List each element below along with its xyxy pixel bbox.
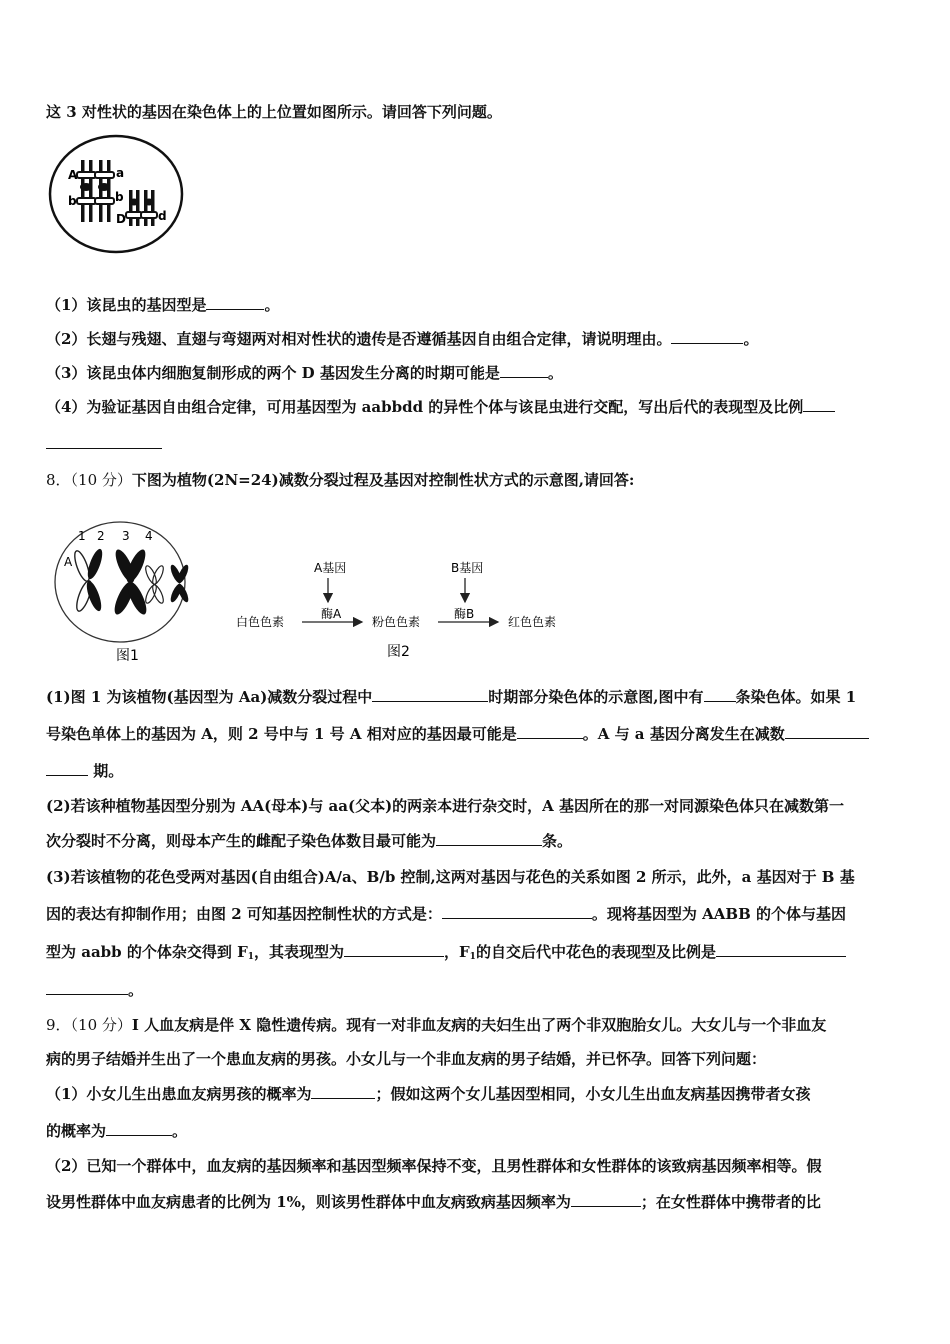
q8-part1-text-e: 。A 与 a 基因分离发生在减数 xyxy=(582,725,785,743)
fig2-enzyme-a: 酶A xyxy=(321,607,342,621)
q8-part3-text-c: 。现将基因型为 AABB 的个体与基因 xyxy=(591,905,846,923)
chromosome-pair-2 xyxy=(111,547,150,617)
q9-part2-text-c: ；在女性群体中携带者的比 xyxy=(640,1193,821,1211)
q9-part2-line1: （2）已知一个群体中，血友病的基因频率和基因型频率保持不变，且男性群体和女性群体的该致病基因频率相等。假 xyxy=(46,1157,822,1175)
fig2-gene-a: A基因 xyxy=(314,561,347,575)
q8-part2-text-c: 条。 xyxy=(542,832,573,850)
q8-part1-blank-gene[interactable] xyxy=(517,724,583,739)
fig1-number-4: 4 xyxy=(145,529,153,543)
q8-part3-line1: (3)若该植物的花色受两对基因(自由组合)A/a、B/b 控制,这两对基因与花色的关系如图 2 所示，此外，a 基因对于 B 基 xyxy=(46,868,855,886)
chromosome-pair-3 xyxy=(144,564,166,604)
q8-part1-blank-phase-a[interactable] xyxy=(785,724,869,739)
chromosome-figure xyxy=(46,132,186,256)
intro-text: 这 3 对性状的基因在染色体上的上位置如图所示。请回答下列问题。 xyxy=(46,103,502,121)
q7-part4-cont xyxy=(46,434,162,454)
q8-part3-sub-2: 1 xyxy=(469,952,476,962)
fig2-enzyme-b: 酶B xyxy=(454,607,475,621)
q8-part1-text-a: (1)图 1 为该植物(基因型为 Aa)减数分裂过程中 xyxy=(46,688,373,706)
q8-part1-line3 xyxy=(46,761,123,781)
q8-part3-text-d: 型为 aabb 的个体杂交得到 F xyxy=(46,943,248,961)
fig1-number-1: 1 xyxy=(78,529,86,543)
q9-part1-line1 xyxy=(46,1084,810,1104)
q9-part1-text-b: ；假如这两个女儿基因型相同，小女儿生出血友病基因携带者女孩 xyxy=(375,1085,811,1103)
q8-part1-line2 xyxy=(46,724,869,744)
chromosome-pair-1 xyxy=(72,547,105,612)
q9-part2-line2 xyxy=(46,1192,821,1212)
fig1-number-2: 2 xyxy=(97,529,105,543)
gene-label-a: a xyxy=(116,166,125,180)
q8-part3-text-h: 。 xyxy=(128,981,144,999)
q8-part3-text-b: 因的表达有抑制作用；由图 2 可知基因控制性状的方式是： xyxy=(46,905,442,923)
q7-part1-text: （1）该昆虫的基因型是 xyxy=(46,296,207,314)
q7-part4-blank-a[interactable] xyxy=(803,397,835,412)
q8-part3-blank-ratio-b[interactable] xyxy=(46,980,128,995)
q7-part1 xyxy=(46,295,279,315)
q8-part1-line1 xyxy=(46,687,856,707)
q7-part3-end: 。 xyxy=(547,364,563,382)
q9-line2: 病的男子结婚并生出了一个患血友病的男孩。小女儿与一个非血友病的男子结婚，并已怀孕。回答下列问题： xyxy=(46,1050,767,1068)
q8-title: 下图为植物(2N=24)减数分裂过程及基因对控制性状方式的示意图,请回答: xyxy=(131,471,635,489)
q8-part3-text-e: ，其表现型为 xyxy=(254,943,345,961)
chromosome-pair-4 xyxy=(169,563,191,603)
fig2-gene-b: B基因 xyxy=(451,561,484,575)
gene-label-D: D xyxy=(116,212,126,226)
figure-2-pathway xyxy=(232,556,572,664)
q8-part3-blank-mode[interactable] xyxy=(442,904,592,919)
gene-label-d: d xyxy=(158,209,167,223)
q8-part1-blank-phase-b[interactable] xyxy=(46,761,88,776)
q8-number: 8．（10 分） xyxy=(46,471,132,489)
q7-part3-blank[interactable] xyxy=(500,363,548,378)
q9-part1-line2 xyxy=(46,1121,187,1141)
q9-number: 9．（10 分） xyxy=(46,1016,132,1034)
q8-part1-blank-count[interactable] xyxy=(704,687,736,702)
q9-part1-blank-a[interactable] xyxy=(311,1084,375,1099)
q8-part2-blank[interactable] xyxy=(436,831,542,846)
q7-part4-blank-b[interactable] xyxy=(46,434,162,449)
q8-part2-text-b: 次分裂时不分离，则母本产生的雌配子染色体数目最可能为 xyxy=(46,832,437,850)
gene-label-A: A xyxy=(68,168,78,182)
q8-part2-line2 xyxy=(46,831,572,851)
q8-part1-text-d: 号染色单体上的基因为 A，则 2 号中与 1 号 A 相对应的基因最可能是 xyxy=(46,725,517,743)
q8-part1-text-b: 时期部分染色体的示意图,图中有 xyxy=(488,688,704,706)
q8-part3-text-f: ，F xyxy=(444,943,470,961)
q7-part2-text: （2）长翅与残翅、直翅与弯翅两对相对性状的遗传是否遵循基因自由组合定律，请说明理由。 xyxy=(46,330,672,348)
q9-text-1: I 人血友病是伴 X 隐性遗传病。现有一对非血友病的夫妇生出了两个非双胞胎女儿。大女儿与一个非血友 xyxy=(131,1016,827,1034)
q8-part3-blank-phenotype[interactable] xyxy=(344,942,444,957)
q7-part1-end: 。 xyxy=(264,296,280,314)
q7-part1-blank[interactable] xyxy=(206,295,264,310)
q7-part4 xyxy=(46,397,835,417)
fig1-gene-A: A xyxy=(64,555,73,569)
fig1-caption: 图1 xyxy=(116,648,139,664)
q8-part1-text-f: 期。 xyxy=(88,762,124,780)
q8-part2-line1: (2)若该种植物基因型分别为 AA(母本)与 aa(父本)的两亲本进行杂交时，A 基因所在的那一对同源染色体只在减数第一 xyxy=(46,797,845,815)
q8-part1-blank-stage[interactable] xyxy=(372,687,488,702)
q8-part3-blank-ratio-a[interactable] xyxy=(716,942,846,957)
q9-part2-text-b: 设男性群体中血友病患者的比例为 1%，则该男性群体中血友病致病基因频率为 xyxy=(46,1193,571,1211)
fig2-pigment-red: 红色色素 xyxy=(508,615,557,629)
q8-part3-text-g: 的自交后代中花色的表现型及比例是 xyxy=(475,943,716,961)
gene-label-b1: b xyxy=(68,194,77,208)
q8-part3-sub-1: 1 xyxy=(247,952,254,962)
fig1-number-3: 3 xyxy=(122,529,130,543)
q9-part1-text-d: 。 xyxy=(172,1122,188,1140)
fig2-pigment-white: 白色色素 xyxy=(236,615,285,629)
q7-part2 xyxy=(46,329,758,349)
q7-part3 xyxy=(46,363,563,383)
q9-part1-text-a: （1）小女儿生出患血友病男孩的概率为 xyxy=(46,1085,312,1103)
q9-part2-blank[interactable] xyxy=(571,1192,641,1207)
q7-part4-text: （4）为验证基因自由组合定律，可用基因型为 aabbdd 的异性个体与该昆虫进行交配，写出后代的表现型及比例 xyxy=(46,398,804,416)
q8-part1-text-c: 条染色体。如果 1 xyxy=(735,688,857,706)
q9-part1-blank-b[interactable] xyxy=(106,1121,172,1136)
q8-heading xyxy=(46,470,634,490)
fig2-pigment-pink: 粉色色素 xyxy=(372,615,421,629)
q8-part3-line2 xyxy=(46,904,846,924)
fig2-caption: 图2 xyxy=(387,644,410,660)
q8-part3-line4 xyxy=(46,980,143,1000)
q7-part2-end: 。 xyxy=(743,330,759,348)
q8-part3-line3 xyxy=(46,942,846,967)
q9-part1-text-c: 的概率为 xyxy=(46,1122,107,1140)
gene-label-b2: b xyxy=(115,190,124,204)
q7-part3-text: （3）该昆虫体内细胞复制形成的两个 D 基因发生分离的时期可能是 xyxy=(46,364,500,382)
q9-line1 xyxy=(46,1015,826,1035)
figure-1-cell xyxy=(50,518,220,668)
q7-part2-blank[interactable] xyxy=(671,329,743,344)
